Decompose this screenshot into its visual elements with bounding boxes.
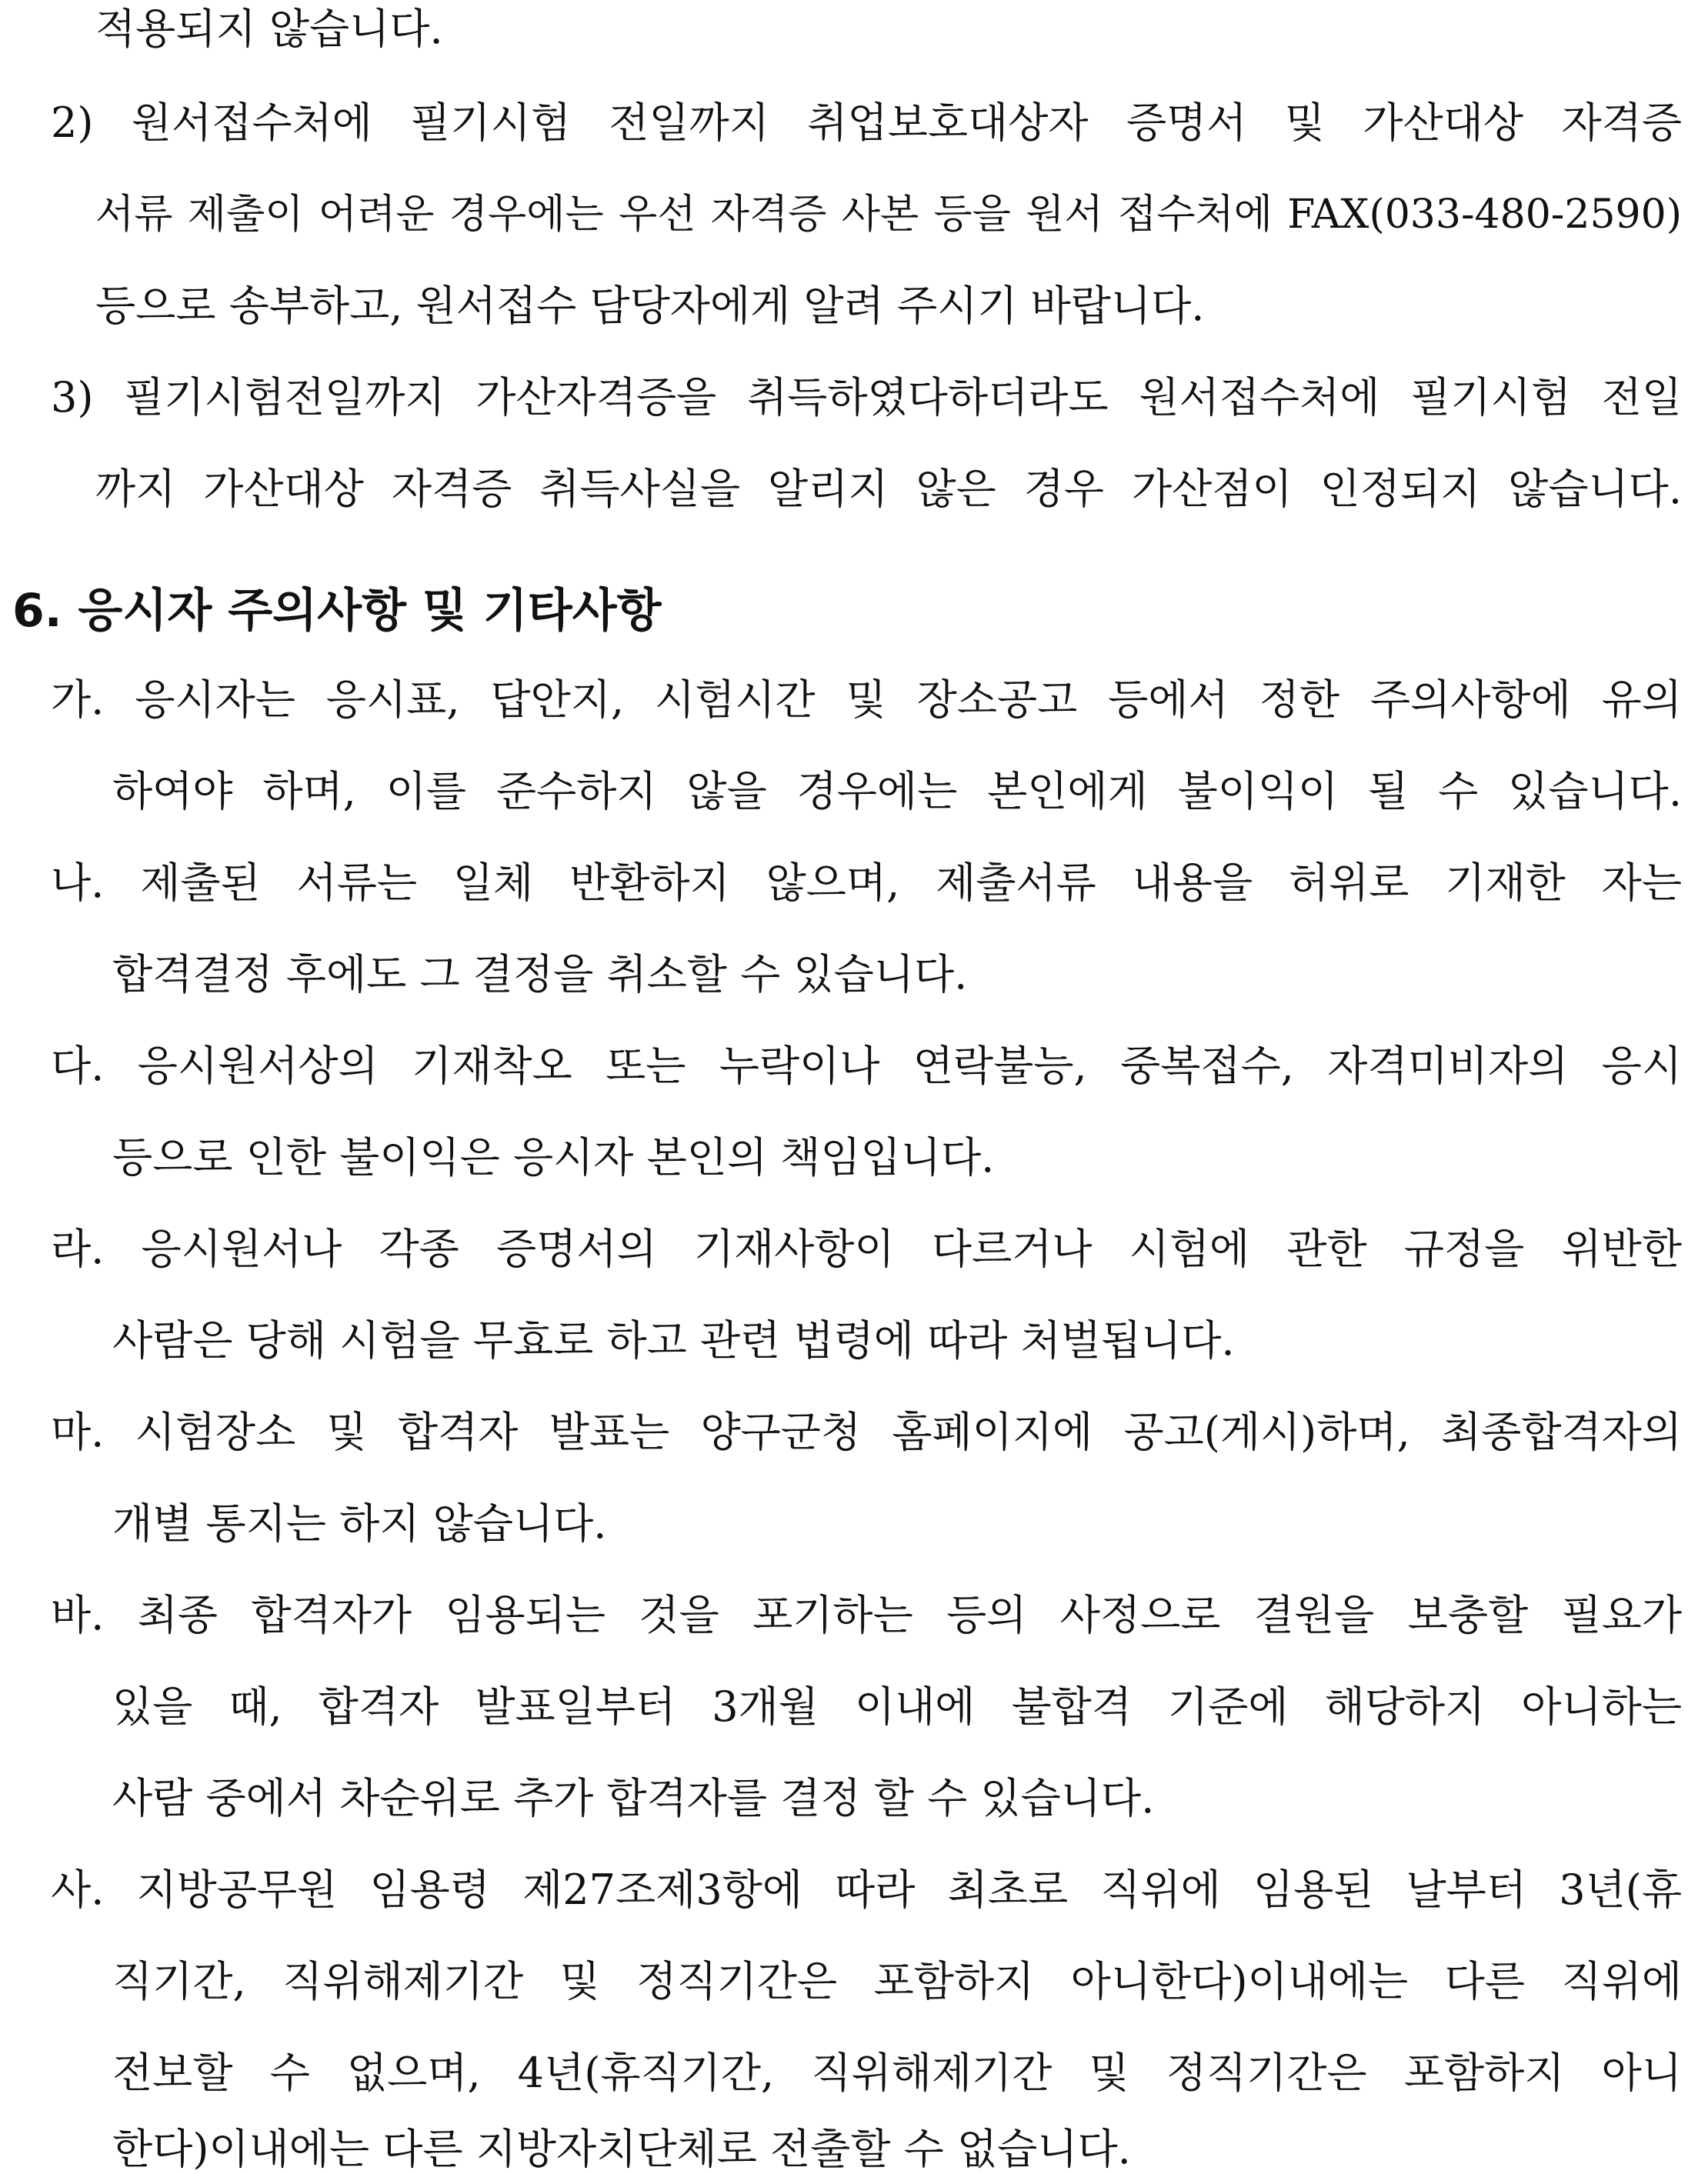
text-line: 적용되지 않습니다. xyxy=(95,5,443,53)
item-ba-line-1: 바. 최종 합격자가 임용되는 것을 포기하는 등의 사정으로 결원을 보충할 필요가 xyxy=(51,1591,1682,1639)
item-2-line-1: 2) 원서접수처에 필기시험 전일까지 취업보호대상자 증명서 및 가산대상 자격증 xyxy=(51,98,1682,147)
item-sa-line-3: 전보할 수 없으며, 4년(휴직기간, 직위해제기간 및 정직기간은 포함하지 아니 xyxy=(112,2049,1682,2097)
item-ra-line-1: 라. 응시원서나 각종 증명서의 기재사항이 다르거나 시험에 관한 규정을 위반한 xyxy=(51,1225,1682,1273)
item-ma-line-1: 마. 시험장소 및 합격자 발표는 양구군청 홈페이지에 공고(게시)하며, 최종합격자의 xyxy=(51,1408,1682,1456)
item-ba-line-2: 있을 때, 합격자 발표일부터 3개월 이내에 불합격 기준에 해당하지 아니하는 xyxy=(112,1682,1682,1731)
item-sa-line-2: 직기간, 직위해제기간 및 정직기간은 포함하지 아니한다)이내에는 다른 직위에 xyxy=(112,1957,1682,2006)
item-ga-line-2: 하여야 하며, 이를 준수하지 않을 경우에는 본인에게 불이익이 될 수 있습니다. xyxy=(112,767,1682,815)
item-ra-line-2: 사람은 당해 시험을 무효로 하고 관련 법령에 따라 처벌됩니다. xyxy=(112,1316,1235,1365)
item-na-line-1: 나. 제출된 서류는 일체 반환하지 않으며, 제출서류 내용을 허위로 기재한 자는 xyxy=(51,859,1682,907)
item-2-line-3: 등으로 송부하고, 원서접수 담당자에게 알려 주시기 바랍니다. xyxy=(95,282,1205,330)
item-da-line-2: 등으로 인한 불이익은 응시자 본인의 책임입니다. xyxy=(112,1133,995,1182)
item-2-line-2: 서류 제출이 어려운 경우에는 우선 자격증 사본 등을 원서 접수처에 FAX(033-480-2590) xyxy=(95,192,1682,238)
section-heading: 6. 응시자 주의사항 및 기타사항 xyxy=(12,584,662,638)
item-ma-line-2: 개별 통지는 하지 않습니다. xyxy=(112,1499,607,1548)
item-ba-line-3: 사람 중에서 차순위로 추가 합격자를 결정 할 수 있습니다. xyxy=(112,1774,1155,1822)
item-3-line-1: 3) 필기시험전일까지 가산자격증을 취득하였다하더라도 원서접수처에 필기시험 전일 xyxy=(51,373,1682,422)
item-na-line-2: 합격결정 후에도 그 결정을 취소할 수 있습니다. xyxy=(112,950,968,999)
item-sa-line-1: 사. 지방공무원 임용령 제27조제3항에 따라 최초로 직위에 임용된 날부터 3년(휴 xyxy=(51,1866,1682,1914)
item-da-line-1: 다. 응시원서상의 기재착오 또는 누락이나 연락불능, 중복접수, 자격미비자의 응시 xyxy=(51,1042,1682,1090)
item-sa-line-4: 한다)이내에는 다른 지방자치단체로 전출할 수 없습니다. xyxy=(112,2125,1131,2173)
item-ga-line-1: 가. 응시자는 응시표, 답안지, 시험시간 및 장소공고 등에서 정한 주의사항에 유의 xyxy=(51,675,1683,724)
item-3-line-2: 까지 가산대상 자격증 취득사실을 알리지 않은 경우 가산점이 인정되지 않습니다. xyxy=(95,465,1682,513)
